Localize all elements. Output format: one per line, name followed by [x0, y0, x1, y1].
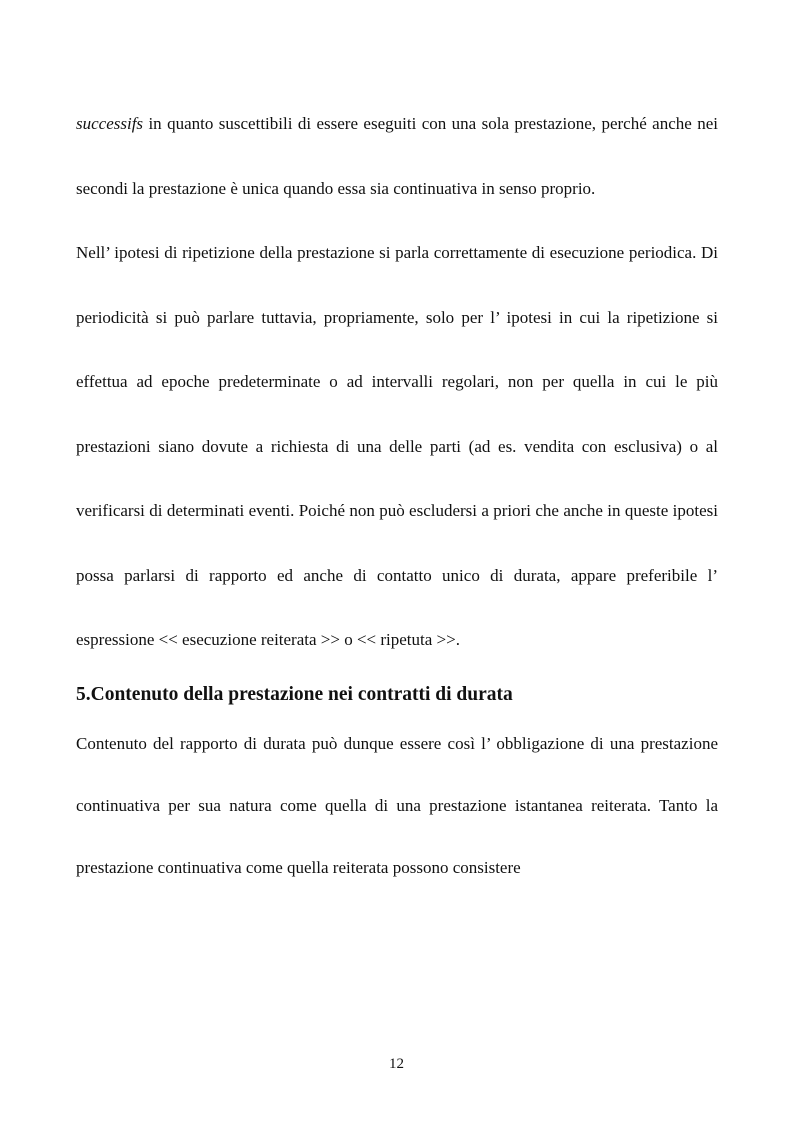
document-body: [76, 92, 718, 899]
section-paragraph-text: Contenuto del rapporto di durata può dunque essere così l’ obbligazione di una prestazione continuativa per sua natura come quella di una prestazione istantanea reiterata. Tanto la prestazione continuativa come quella reiterata possono consistere: [76, 733, 718, 877]
paragraph-1-text: in quanto suscettibili di essere eseguiti con una sola prestazione, perché anche nei secondi la prestazione è unica quando essa sia continuativa in senso proprio.: [76, 114, 718, 198]
paragraph-1: [76, 92, 718, 221]
paragraph-2: [76, 221, 718, 673]
page-number: 12: [389, 1056, 404, 1072]
section-paragraph: [76, 713, 718, 899]
section-heading: 5.Contenuto della prestazione nei contratti di durata: [76, 683, 513, 705]
italic-term: successifs: [76, 114, 144, 133]
paragraph-2-text: Nell’ ipotesi di ripetizione della prestazione si parla correttamente di esecuzione periodica. Di periodicità si può parlare tuttavia, propriamente, solo per l’ ipotesi in cui la ripetizione si effettua ad epoche predeterminate o ad intervalli regolari, non per quella in cui le più prestazioni siano dovute a richiesta di una delle parti (ad es. vendita con esclusiva) o al verificarsi di determinati eventi. Poiché non può escludersi a priori che anche in queste ipotesi possa parlarsi di rapporto ed anche di contatto unico di durata, appare preferibile l’ espressione << esecuzione reiterata >> o << ripetuta >>.: [76, 243, 718, 649]
